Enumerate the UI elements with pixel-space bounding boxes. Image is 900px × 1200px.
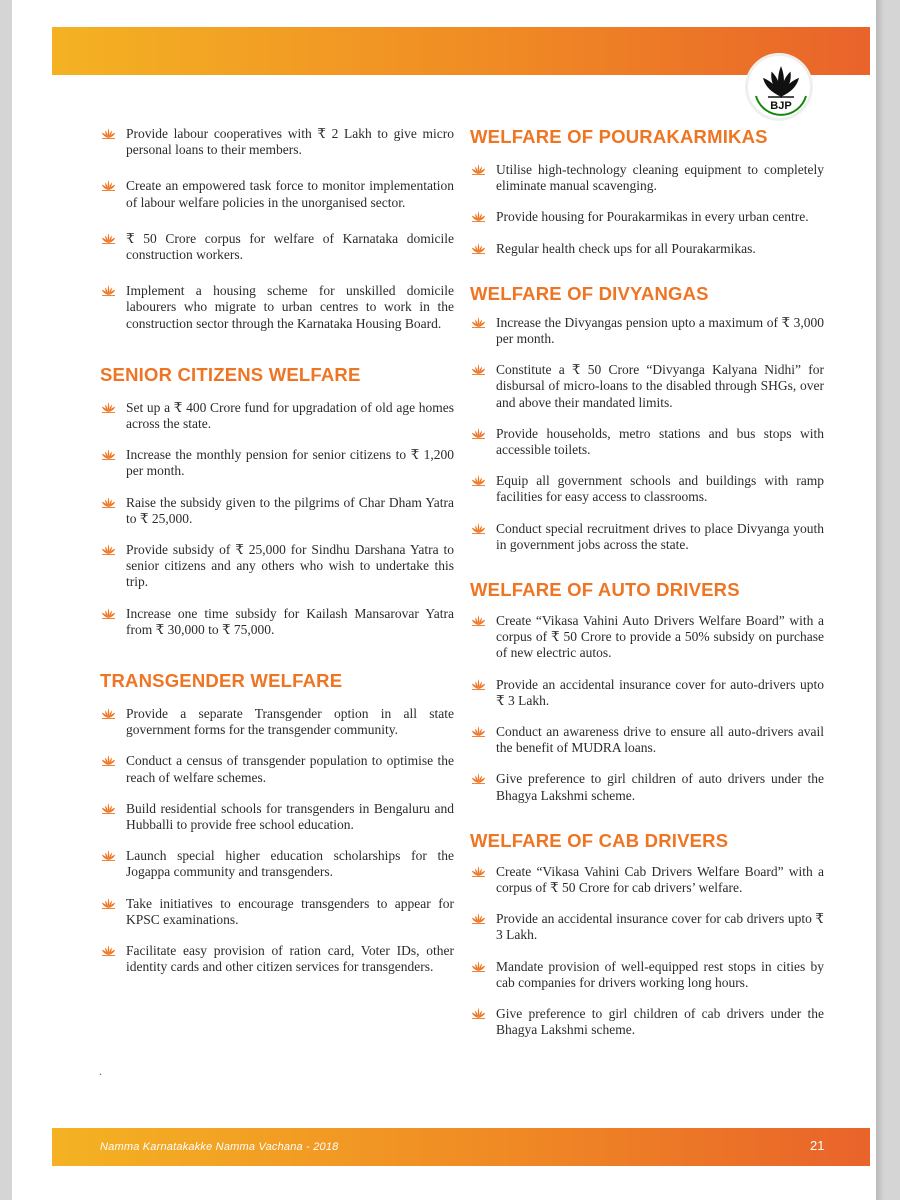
list-item: Create “Vikasa Vahini Cab Drivers Welfare Board” with a corpus of ₹ 50 Crore for cab drivers’ welfare. (470, 864, 824, 896)
intro-list (100, 126, 454, 332)
section-heading: WELFARE OF CAB DRIVERS (470, 829, 729, 851)
lotus-bullet-icon (100, 802, 117, 814)
lotus-bullet-icon (470, 912, 487, 924)
section-heading: WELFARE OF POURAKARMIKAS (470, 126, 768, 147)
lotus-bullet-icon (470, 522, 487, 534)
list-item: Provide an accidental insurance cover for cab drivers upto ₹ 3 Lakh. (470, 911, 824, 943)
list-item: Constitute a ₹ 50 Crore “Divyanga Kalyana Nidhi” for disbursal of micro-loans to the disabled through SHGs, over and above their mandated limits. (470, 362, 824, 411)
section-heading: WELFARE OF DIVYANGAS (470, 282, 709, 304)
section-transgender (100, 670, 454, 975)
lotus-bullet-icon (470, 210, 487, 222)
list-item: Increase one time subsidy for Kailash Mansarovar Yatra from ₹ 30,000 to ₹ 75,000. (100, 606, 454, 638)
lotus-bullet-icon (100, 707, 117, 719)
lotus-bullet-icon (470, 772, 487, 784)
lotus-bullet-icon (470, 427, 487, 439)
list-item: Utilise high-technology cleaning equipment to completely eliminate manual scavenging. (470, 162, 824, 194)
lotus-bullet-icon (470, 242, 487, 254)
section-heading: SENIOR CITIZENS WELFARE (100, 363, 361, 385)
list-item: Set up a ₹ 400 Crore fund for upgradation of old age homes across the state. (100, 400, 454, 432)
list-item: Raise the subsidy given to the pilgrims of Char Dham Yatra to ₹ 25,000. (100, 495, 454, 527)
list-item: Regular health check ups for all Pourakarmikas. (470, 241, 824, 257)
list-item: Conduct an awareness drive to ensure all auto-drivers avail the benefit of MUDRA loans. (470, 724, 824, 756)
section-senior-citizens (100, 364, 454, 638)
lotus-bullet-icon (100, 944, 117, 956)
bjp-logo (746, 54, 812, 120)
section-divyangas (470, 283, 824, 553)
lotus-bullet-icon (100, 284, 117, 296)
page-edge-shadow (876, 0, 884, 1200)
document-page (12, 0, 876, 1200)
right-column (470, 126, 824, 1039)
lotus-bullet-icon (100, 179, 117, 191)
lotus-bullet-icon (100, 401, 117, 413)
lotus-bullet-icon (100, 754, 117, 766)
section-cab-drivers (470, 830, 824, 1039)
list-item: Conduct special recruitment drives to place Divyanga youth in government jobs across the state. (470, 521, 824, 553)
section-auto-drivers (470, 579, 824, 804)
lotus-bullet-icon (470, 678, 487, 690)
list-item: Give preference to girl children of auto drivers under the Bhagya Lakshmi scheme. (470, 771, 824, 803)
list-item: Provide households, metro stations and bus stops with accessible toilets. (470, 426, 824, 458)
list-item: Provide an accidental insurance cover for auto-drivers upto ₹ 3 Lakh. (470, 677, 824, 709)
list-item: Create “Vikasa Vahini Auto Drivers Welfare Board” with a corpus of ₹ 50 Crore to provide a 50% subsidy on purchase of new electric autos. (470, 613, 824, 662)
list-item: Provide housing for Pourakarmikas in every urban centre. (470, 209, 824, 225)
list-item: Conduct a census of transgender population to optimise the reach of welfare schemes. (100, 753, 454, 785)
section-heading: WELFARE OF AUTO DRIVERS (470, 579, 740, 601)
lotus-bullet-icon (470, 316, 487, 328)
lotus-bullet-icon (470, 614, 487, 626)
list-item: Launch special higher education scholarships for the Jogappa community and transgenders. (100, 848, 454, 880)
lotus-bullet-icon (100, 232, 117, 244)
list-item: Provide labour cooperatives with ₹ 2 Lakh to give micro personal loans to their members. (100, 126, 454, 158)
left-column (100, 126, 454, 976)
lotus-bullet-icon (470, 865, 487, 877)
lotus-bullet-icon (100, 127, 117, 139)
list-item: Build residential schools for transgenders in Bengaluru and Hubballi to provide free school education. (100, 801, 454, 833)
list-item: Increase the Divyangas pension upto a maximum of ₹ 3,000 per month. (470, 315, 824, 347)
list-item: Give preference to girl children of cab drivers under the Bhagya Lakshmi scheme. (470, 1006, 824, 1038)
lotus-bullet-icon (100, 448, 117, 460)
stray-mark: . (99, 1064, 102, 1078)
section-heading: TRANSGENDER WELFARE (100, 670, 343, 692)
lotus-bullet-icon (470, 960, 487, 972)
lotus-bullet-icon (470, 1007, 487, 1019)
list-item: Create an empowered task force to monitor implementation of labour welfare policies in the unorganised sector. (100, 178, 454, 210)
list-item: Provide subsidy of ₹ 25,000 for Sindhu Darshana Yatra to senior citizens and any others who wish to undertake this trip. (100, 542, 454, 591)
lotus-bullet-icon (100, 897, 117, 909)
lotus-bullet-icon (470, 163, 487, 175)
logo-label: BJP (770, 100, 792, 112)
lotus-bullet-icon (470, 725, 487, 737)
list-item: Implement a housing scheme for unskilled domicile labourers who migrate to urban centres to work in the construction sector through the Karnataka Housing Board. (100, 283, 454, 332)
footer-title: Namma Karnatakakke Namma Vachana - 2018 (100, 1141, 339, 1153)
page-number: 21 (810, 1138, 825, 1153)
list-item: Take initiatives to encourage transgenders to appear for KPSC examinations. (100, 896, 454, 928)
list-item: ₹ 50 Crore corpus for welfare of Karnataka domicile construction workers. (100, 231, 454, 263)
list-item: Provide a separate Transgender option in all state government forms for the transgender community. (100, 706, 454, 738)
lotus-bullet-icon (100, 543, 117, 555)
lotus-bullet-icon (470, 363, 487, 375)
list-item: Mandate provision of well-equipped rest stops in cities by cab companies for drivers working long hours. (470, 959, 824, 991)
list-item: Facilitate easy provision of ration card, Voter IDs, other identity cards and other citizen services for transgenders. (100, 943, 454, 975)
list-item: Increase the monthly pension for senior citizens to ₹ 1,200 per month. (100, 447, 454, 479)
lotus-bullet-icon (100, 607, 117, 619)
section-pourakarmikas (470, 126, 824, 257)
lotus-icon (748, 56, 814, 122)
lotus-bullet-icon (100, 849, 117, 861)
list-item: Equip all government schools and buildings with ramp facilities for easy access to classrooms. (470, 473, 824, 505)
lotus-bullet-icon (100, 496, 117, 508)
lotus-bullet-icon (470, 474, 487, 486)
